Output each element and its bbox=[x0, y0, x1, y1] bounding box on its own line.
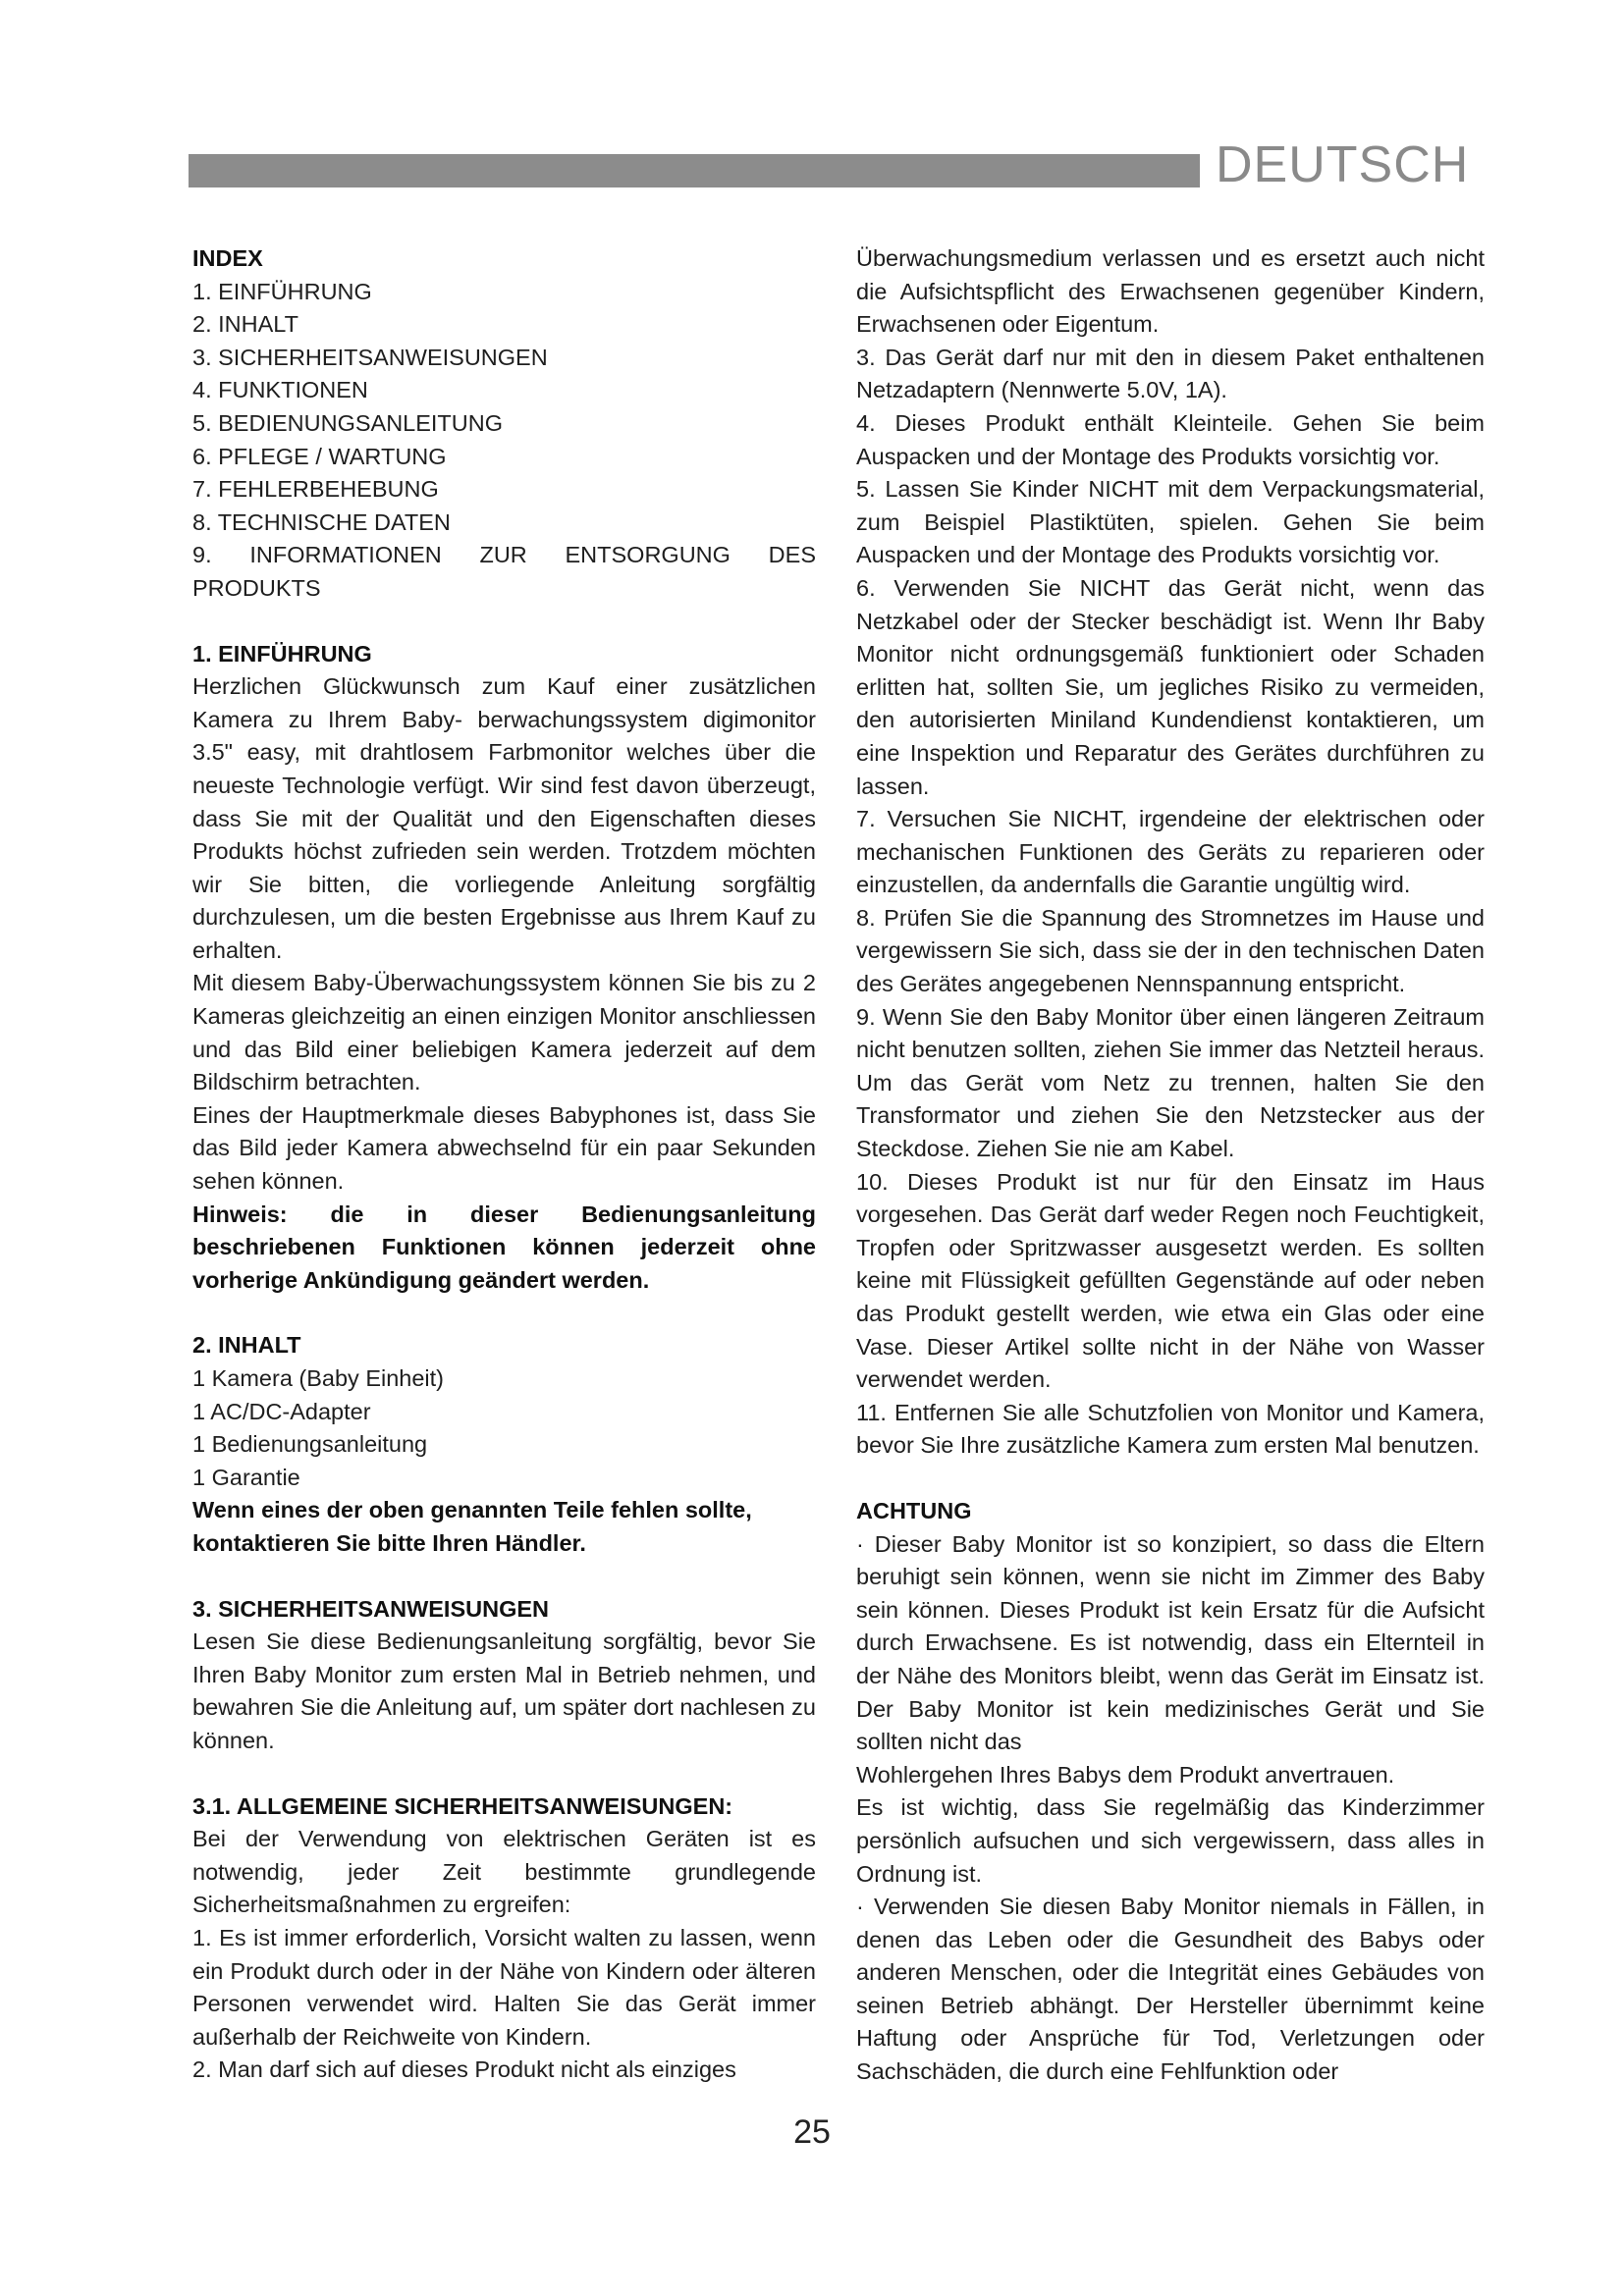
language-heading: DEUTSCH bbox=[1216, 136, 1470, 193]
warning-paragraph: · Verwenden Sie diesen Baby Monitor niemals in Fällen, in denen das Leben oder die Gesundheit des Babys oder anderen Menschen, oder die Integrität eines Gebäudes von seinen Betrieb abhängt. Der Hersteller übernimmt keine Haftung oder Ansprüche für Tod, Verletzungen oder Sachschäden, die durch eine Fehlfunktion oder bbox=[856, 1894, 1485, 2085]
header-bar bbox=[189, 154, 1200, 187]
safety-item: 10. Dieses Produkt ist nur für den Einsatz im Haus vorgesehen. Das Gerät darf weder Regen noch Feuchtigkeit, Tropfen oder Spritzwasser ausgesetzt werden. Es sollten keine mit Flüssigkeit gefüllten Gegenstände auf oder neben das Produkt gestellt werden, wie etwa ein Glas oder eine Vase. Dieser Artikel sollte nicht in der Nähe von Wasser verwendet werden. bbox=[856, 1168, 1485, 1393]
intro-paragraph: Mit diesem Baby-Überwachungssystem können Sie bis zu 2 Kameras gleichzeitig an einen einzigen Monitor anschliessen und das Bild einer beliebigen Kamera jederzeit auf dem Bildschirm betrachten. bbox=[192, 970, 816, 1095]
intro-paragraph: Herzlichen Glückwunsch zum Kauf einer zusätzlichen Kamera zu Ihrem Baby- berwachungssystem digimonitor 3.5" easy, mit drahtlosem Farbmonitor welches über die neueste Technologie verfügt. Wir sind fest davon überzeugt, dass Sie mit der Qualität und den Eigenschaften dieses Produkts höchst zufrieden sein werden. Trotzdem möchten wir Sie bitten, die vorliegende Anleitung sorgfältig durchzulesen, um die besten Ergebnisse aus Ihrem Kauf zu erhalten. bbox=[192, 673, 816, 963]
safety-item: 1. Es ist immer erforderlich, Vorsicht walten zu lassen, wenn ein Produkt durch oder in der Nähe von Kindern oder älteren Personen verwendet wird. Halten Sie das Gerät immer außerhalb der Reichweite von Kindern. bbox=[192, 1924, 816, 2050]
intro-paragraph: Eines der Hauptmerkmale dieses Babyphones ist, dass Sie das Bild jeder Kamera abwechselnd für ein paar Sekunden sehen können. bbox=[192, 1101, 816, 1195]
index-item: 7. FEHLERBEHEBUNG bbox=[192, 476, 439, 503]
index-item: 6. PFLEGE / WARTUNG bbox=[192, 443, 447, 469]
general-safety-heading: 3.1. ALLGEMEINE SICHERHEITSANWEISUNGEN: bbox=[192, 1792, 733, 1819]
note-paragraph: Hinweis: die in dieser Bedienungsanleitung beschriebenen Funktionen können jederzeit ohne vorherige Ankündigung geändert werden. bbox=[192, 1201, 816, 1293]
general-safety-paragraph: Bei der Verwendung von elektrischen Geräten ist es notwendig, jeder Zeit bestimmte grundlegende Sicherheitsmaßnahmen zu ergreifen: bbox=[192, 1826, 816, 1918]
left-column bbox=[192, 242, 816, 2087]
index-title: INDEX bbox=[192, 245, 263, 271]
contents-item: 1 Bedienungsanleitung bbox=[192, 1431, 428, 1458]
safety-heading: 3. SICHERHEITSANWEISUNGEN bbox=[192, 1595, 549, 1622]
safety-item: 6. Verwenden Sie NICHT das Gerät nicht, wenn das Netzkabel oder der Stecker beschädigt ist. Wenn Ihr Baby Monitor nicht ordnungsgemäß funktioniert oder Schaden erlitten hat, sollten Sie, um jegliches Risiko zu vermeiden, den autorisierten Miniland Kundendienst kontaktieren, um eine Inspektion und Reparatur des Gerätes durchführen zu lassen. bbox=[856, 574, 1485, 799]
safety-item: 7. Versuchen Sie NICHT, irgendeine der elektrischen oder mechanischen Funktionen des Geräts zu reparieren oder einzustellen, da andernfalls die Garantie ungültig wird. bbox=[856, 806, 1485, 898]
index-item: 2. INHALT bbox=[192, 311, 298, 338]
index-item: 5. BEDIENUNGSANLEITUNG bbox=[192, 409, 504, 436]
warning-paragraph: Es ist wichtig, dass Sie regelmäßig das Kinderzimmer persönlich aufsuchen und sich vergewissern, dass alles in Ordnung ist. bbox=[856, 1794, 1485, 1887]
contents-item: 1 Kamera (Baby Einheit) bbox=[192, 1365, 445, 1391]
right-column bbox=[856, 242, 1485, 2089]
index-item: 4. FUNKTIONEN bbox=[192, 377, 368, 403]
safety-item: 3. Das Gerät darf nur mit den in diesem Paket enthaltenen Netzadaptern (Nennwerte 5.0V, 1A). bbox=[856, 344, 1485, 403]
index-item: 3. SICHERHEITSANWEISUNGEN bbox=[192, 344, 548, 370]
safety-item: 8. Prüfen Sie die Spannung des Stromnetzes im Hause und vergewissern Sie sich, dass sie der in den technischen Daten des Gerätes angegebenen Nennspannung entspricht. bbox=[856, 904, 1485, 997]
safety-paragraph: Lesen Sie diese Bedienungsanleitung sorgfältig, bevor Sie Ihren Baby Monitor zum ersten Mal in Betrieb nehmen, und bewahren Sie die Anleitung auf, um später dort nachlesen zu können. bbox=[192, 1629, 816, 1753]
page-number: 25 bbox=[793, 2113, 831, 2151]
contents-item: 1 Garantie bbox=[192, 1464, 300, 1490]
contents-item: 1 AC/DC-Adapter bbox=[192, 1398, 371, 1424]
warning-paragraph: · Dieser Baby Monitor ist so konzipiert, so dass die Eltern beruhigt sein können, wenn sie nicht im Zimmer des Baby sein können. Dieses Produkt ist kein Ersatz für die Aufsicht durch Erwachsene. Es ist notwendig, dass ein Elternteil in der Nähe des Monitors bleibt, wenn das Gerät im Einsatz ist. Der Baby Monitor ist kein medizinisches Gerät und Sie sollten nicht das bbox=[856, 1530, 1485, 1755]
index-item: 1. EINFÜHRUNG bbox=[192, 278, 372, 304]
warning-heading: ACHTUNG bbox=[856, 1497, 972, 1523]
warning-paragraph: Wohlergehen Ihres Babys dem Produkt anvertrauen. bbox=[856, 1761, 1395, 1788]
safety-item: 2. Man darf sich auf dieses Produkt nicht als einziges bbox=[192, 2056, 736, 2083]
contents-heading: 2. INHALT bbox=[192, 1332, 301, 1359]
index-list bbox=[192, 276, 816, 606]
contents-note: Wenn eines der oben genannten Teile fehlen sollte, kontaktieren Sie bitte Ihren Händler. bbox=[192, 1497, 752, 1556]
safety-item: 4. Dieses Produkt enthält Kleinteile. Gehen Sie beim Auspacken und der Montage des Produkts vorsichtig vor. bbox=[856, 409, 1485, 469]
safety-item: 5. Lassen Sie Kinder NICHT mit dem Verpackungsmaterial, zum Beispiel Plastiktüten, spielen. Gehen Sie beim Auspacken und der Montage des Produkts vorsichtig vor. bbox=[856, 476, 1485, 568]
intro-heading: 1. EINFÜHRUNG bbox=[192, 640, 372, 667]
index-item: 9. INFORMATIONEN ZUR ENTSORGUNG DES PRODUKTS bbox=[192, 542, 816, 601]
safety-item: 9. Wenn Sie den Baby Monitor über einen längeren Zeitraum nicht benutzen sollten, ziehen Sie immer das Netzteil heraus. Um das Gerät vom Netz zu trennen, halten Sie den Transformator und ziehen Sie den Netzstecker aus der Steckdose. Ziehen Sie nie am Kabel. bbox=[856, 1003, 1485, 1162]
continued-paragraph: Überwachungsmedium verlassen und es ersetzt auch nicht die Aufsichtspflicht des Erwachsenen gegenüber Kindern, Erwachsenen oder Eigentum. bbox=[856, 245, 1485, 338]
safety-item: 11. Entfernen Sie alle Schutzfolien von Monitor und Kamera, bevor Sie Ihre zusätzliche Kamera zum ersten Mal benutzen. bbox=[856, 1399, 1485, 1459]
index-item: 8. TECHNISCHE DATEN bbox=[192, 508, 451, 535]
